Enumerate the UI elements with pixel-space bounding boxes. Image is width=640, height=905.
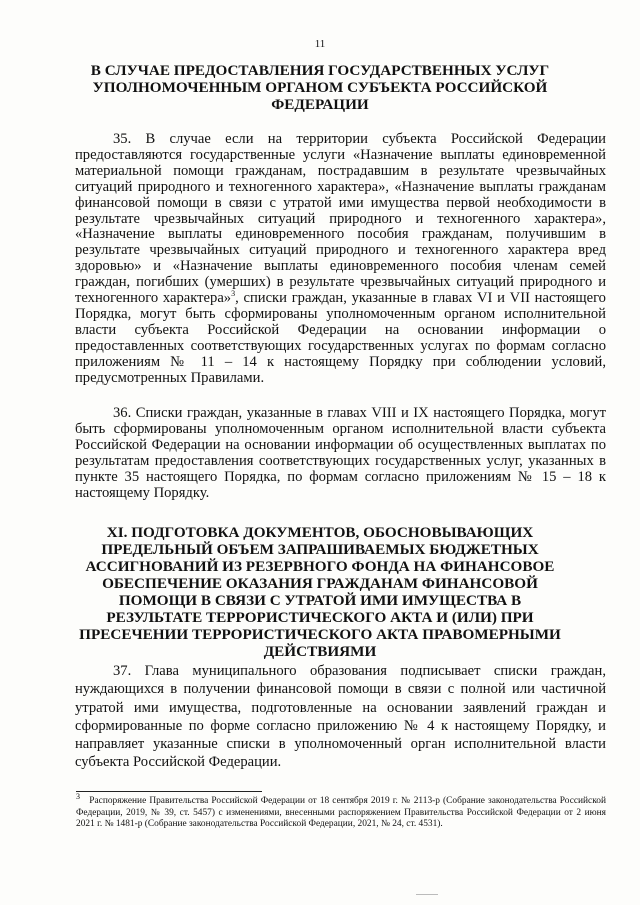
chapter-heading: XI. ПОДГОТОВКА ДОКУМЕНТОВ, ОБОСНОВЫВАЮЩИХ ПРЕДЕЛЬНЫЙ ОБЪЕМ ЗАПРАШИВАЕМЫХ БЮДЖЕТНЫХ АССИГНОВАНИЙ ИЗ РЕЗЕРВНОГО ФОНДА НА ФИНАНСОВОЕ ОБЕСПЕЧЕНИЕ ОКАЗАНИЯ ГРАЖДАНАМ ФИНАНСОВОЙ ПОМОЩИ В СВЯЗИ С УТРАТОЙ ИМИ ИМУЩЕСТВА В РЕЗУЛЬТАТЕ ТЕРРОРИСТИЧЕСКОГО АКТА И (ИЛИ) ПРИ ПРЕСЕЧЕНИИ ТЕРРОРИСТИЧЕСКОГО АКТА ПРАВОМЕРНЫМИ ДЕЙСТВИЯМИ	[79, 524, 561, 660]
footnote-text: Распоряжение Правительства Российской Федерации от 18 сентября 2019 г. № 2113-р (Собрание законодательства Российской Федерации, 2019, № 39, ст. 5457) с изменениями, внесенными распоряжением Правительства Российской Федерации от 2 июня 2021 г. № 1481-р (Собрание законодательства Российской Федерации, 2021, № 24, ст. 4531).	[76, 796, 606, 830]
paragraph-36: 36. Списки граждан, указанные в главах VIII и IX настоящего Порядка, могут быть сформированы уполномоченным органом исполнительной власти субъекта Российской Федерации на основании информации об осуществленных выплатах по результатам предоставления соответствующих государственных услуг, указанных в пункте 35 настоящего Порядка, по формам согласно приложениям № 15 – 18 к настоящему Порядку.	[75, 405, 606, 501]
footnote-marker: 3	[76, 791, 80, 801]
footnote	[76, 791, 606, 831]
footnote-reference: 3	[231, 289, 236, 299]
paragraph-35-text-continued: , списки граждан, указанные в главах VI и VII настоящего Порядка, могут быть сформированы уполномоченным органом исполнительной власти субъекта Российской Федерации на основании информации о предоставленных соответствующих государственных услугах по формам согласно приложениям № 11 – 14 к настоящему Порядку при соблюдении условий, предусмотренных Правилами.	[75, 290, 606, 386]
page-number: 11	[314, 38, 326, 50]
section-heading: В СЛУЧАЕ ПРЕДОСТАВЛЕНИЯ ГОСУДАРСТВЕННЫХ УСЛУГ УПОЛНОМОЧЕННЫМ ОРГАНОМ СУБЪЕКТА РОССИЙСКОЙ ФЕДЕРАЦИИ	[90, 62, 550, 113]
scan-artifact	[416, 894, 438, 895]
paragraph-37: 37. Глава муниципального образования подписывает списки граждан, нуждающихся в получении финансовой помощи в связи с полной или частичной утратой ими имущества, подготовленные на основании заявлений граждан и сформированные по форме согласно приложению № 4 к настоящему Порядку, и направляет указанные списки в уполномоченный орган исполнительной власти субъекта Российской Федерации.	[75, 663, 606, 771]
paragraph-35	[75, 132, 606, 387]
paragraph-35-text: 35. В случае если на территории субъекта Российской Федерации предоставляются государственные услуги «Назначение выплаты единовременной материальной помощи гражданам, пострадавшим в результате чрезвычайных ситуаций природного и техногенного характера», «Назначение выплаты гражданам финансовой помощи в связи с утратой ими имущества первой необходимости в результате чрезвычайных ситуаций природного и техногенного характера», «Назначение выплаты единовременного пособия гражданам, получившим в результате чрезвычайных ситуаций природного и техногенного характера вред здоровью» и «Назначение выплаты единовременного пособия членам семей граждан, погибших (умерших) в результате чрезвычайных ситуаций природного и техногенного характера»	[75, 131, 606, 307]
footnote-separator	[76, 791, 262, 792]
